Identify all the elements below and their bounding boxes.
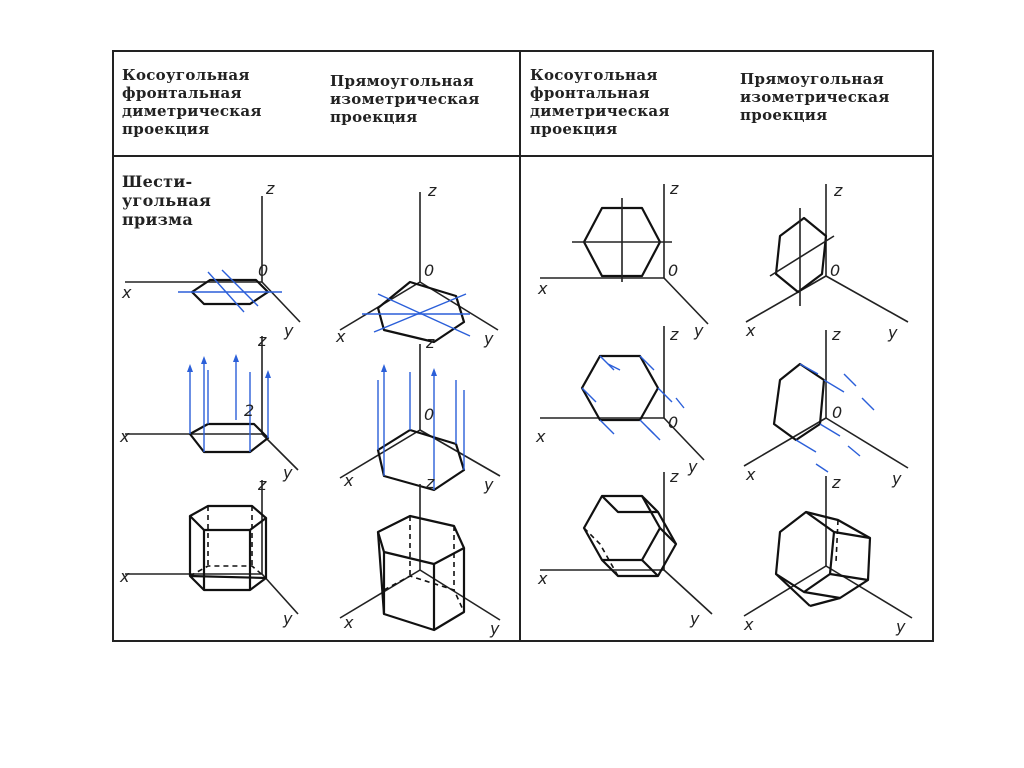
isometric-step2 — [340, 333, 500, 494]
svg-text:0: 0 — [830, 261, 841, 280]
svg-text:y: y — [484, 329, 494, 348]
svg-text:x: x — [538, 569, 548, 588]
svg-text:x: x — [746, 321, 756, 340]
svg-text:y: y — [484, 475, 494, 494]
svg-text:x: x — [336, 327, 346, 346]
svg-text:y: y — [490, 619, 500, 638]
svg-text:0: 0 — [424, 405, 435, 424]
svg-text:x: x — [538, 279, 548, 298]
svg-text:x: x — [344, 471, 354, 490]
header-left-oblique: Косоугольная фронтальная диметрическая проекция — [122, 66, 262, 138]
oblique-step3 — [119, 475, 298, 628]
svg-text:y: y — [892, 469, 902, 488]
svg-text:z: z — [670, 325, 679, 344]
isometric-vertical-step1 — [745, 181, 908, 342]
axis-y-label: y — [284, 321, 294, 340]
svg-text:z: z — [670, 467, 679, 486]
svg-text:2: 2 — [244, 401, 255, 420]
svg-text:y: y — [888, 323, 898, 342]
svg-text:z: z — [258, 331, 267, 350]
svg-text:z: z — [834, 181, 843, 200]
axis-z-label: z — [266, 179, 275, 198]
svg-text:0: 0 — [832, 403, 843, 422]
svg-text:x: x — [536, 427, 546, 446]
oblique-step2 — [119, 331, 298, 482]
header-left-isometric: Прямоугольная изометрическая проекция — [330, 72, 480, 126]
svg-text:y: y — [690, 609, 700, 628]
axis-x-label: x — [122, 283, 132, 302]
svg-text:z: z — [426, 473, 435, 492]
oblique-step1 — [121, 179, 300, 340]
header-right-oblique: Косоугольная фронтальная диметрическая проекция — [530, 66, 670, 138]
svg-text:y: y — [283, 463, 293, 482]
svg-text:y: y — [688, 457, 698, 476]
svg-text:z: z — [428, 181, 437, 200]
svg-text:z: z — [258, 475, 267, 494]
svg-text:0: 0 — [424, 261, 435, 280]
svg-text:y: y — [283, 609, 293, 628]
isometric-vertical-step2 — [744, 325, 908, 488]
svg-text:x: x — [120, 427, 130, 446]
svg-text:x: x — [746, 465, 756, 484]
svg-text:z: z — [832, 473, 841, 492]
axis-origin-label: 0 — [258, 261, 269, 280]
oblique-vertical-step1 — [537, 179, 708, 340]
svg-text:z: z — [832, 325, 841, 344]
svg-text:z: z — [426, 333, 435, 352]
svg-text:0: 0 — [668, 413, 679, 432]
row-label-hexagonal-prism: Шести- угольная призма — [122, 172, 212, 229]
svg-text:x: x — [744, 615, 754, 634]
header-right-isometric: Прямоугольная изометрическая проекция — [740, 70, 890, 124]
isometric-step3 — [340, 473, 500, 638]
svg-text:z: z — [670, 179, 679, 198]
isometric-step1 — [335, 181, 498, 348]
svg-text:x: x — [344, 613, 354, 632]
svg-text:x: x — [120, 567, 130, 586]
oblique-vertical-step2 — [535, 325, 704, 476]
svg-text:y: y — [896, 617, 906, 636]
svg-text:0: 0 — [668, 261, 679, 280]
svg-text:y: y — [694, 321, 704, 340]
isometric-vertical-step3 — [743, 473, 912, 636]
oblique-vertical-step3 — [537, 467, 712, 628]
